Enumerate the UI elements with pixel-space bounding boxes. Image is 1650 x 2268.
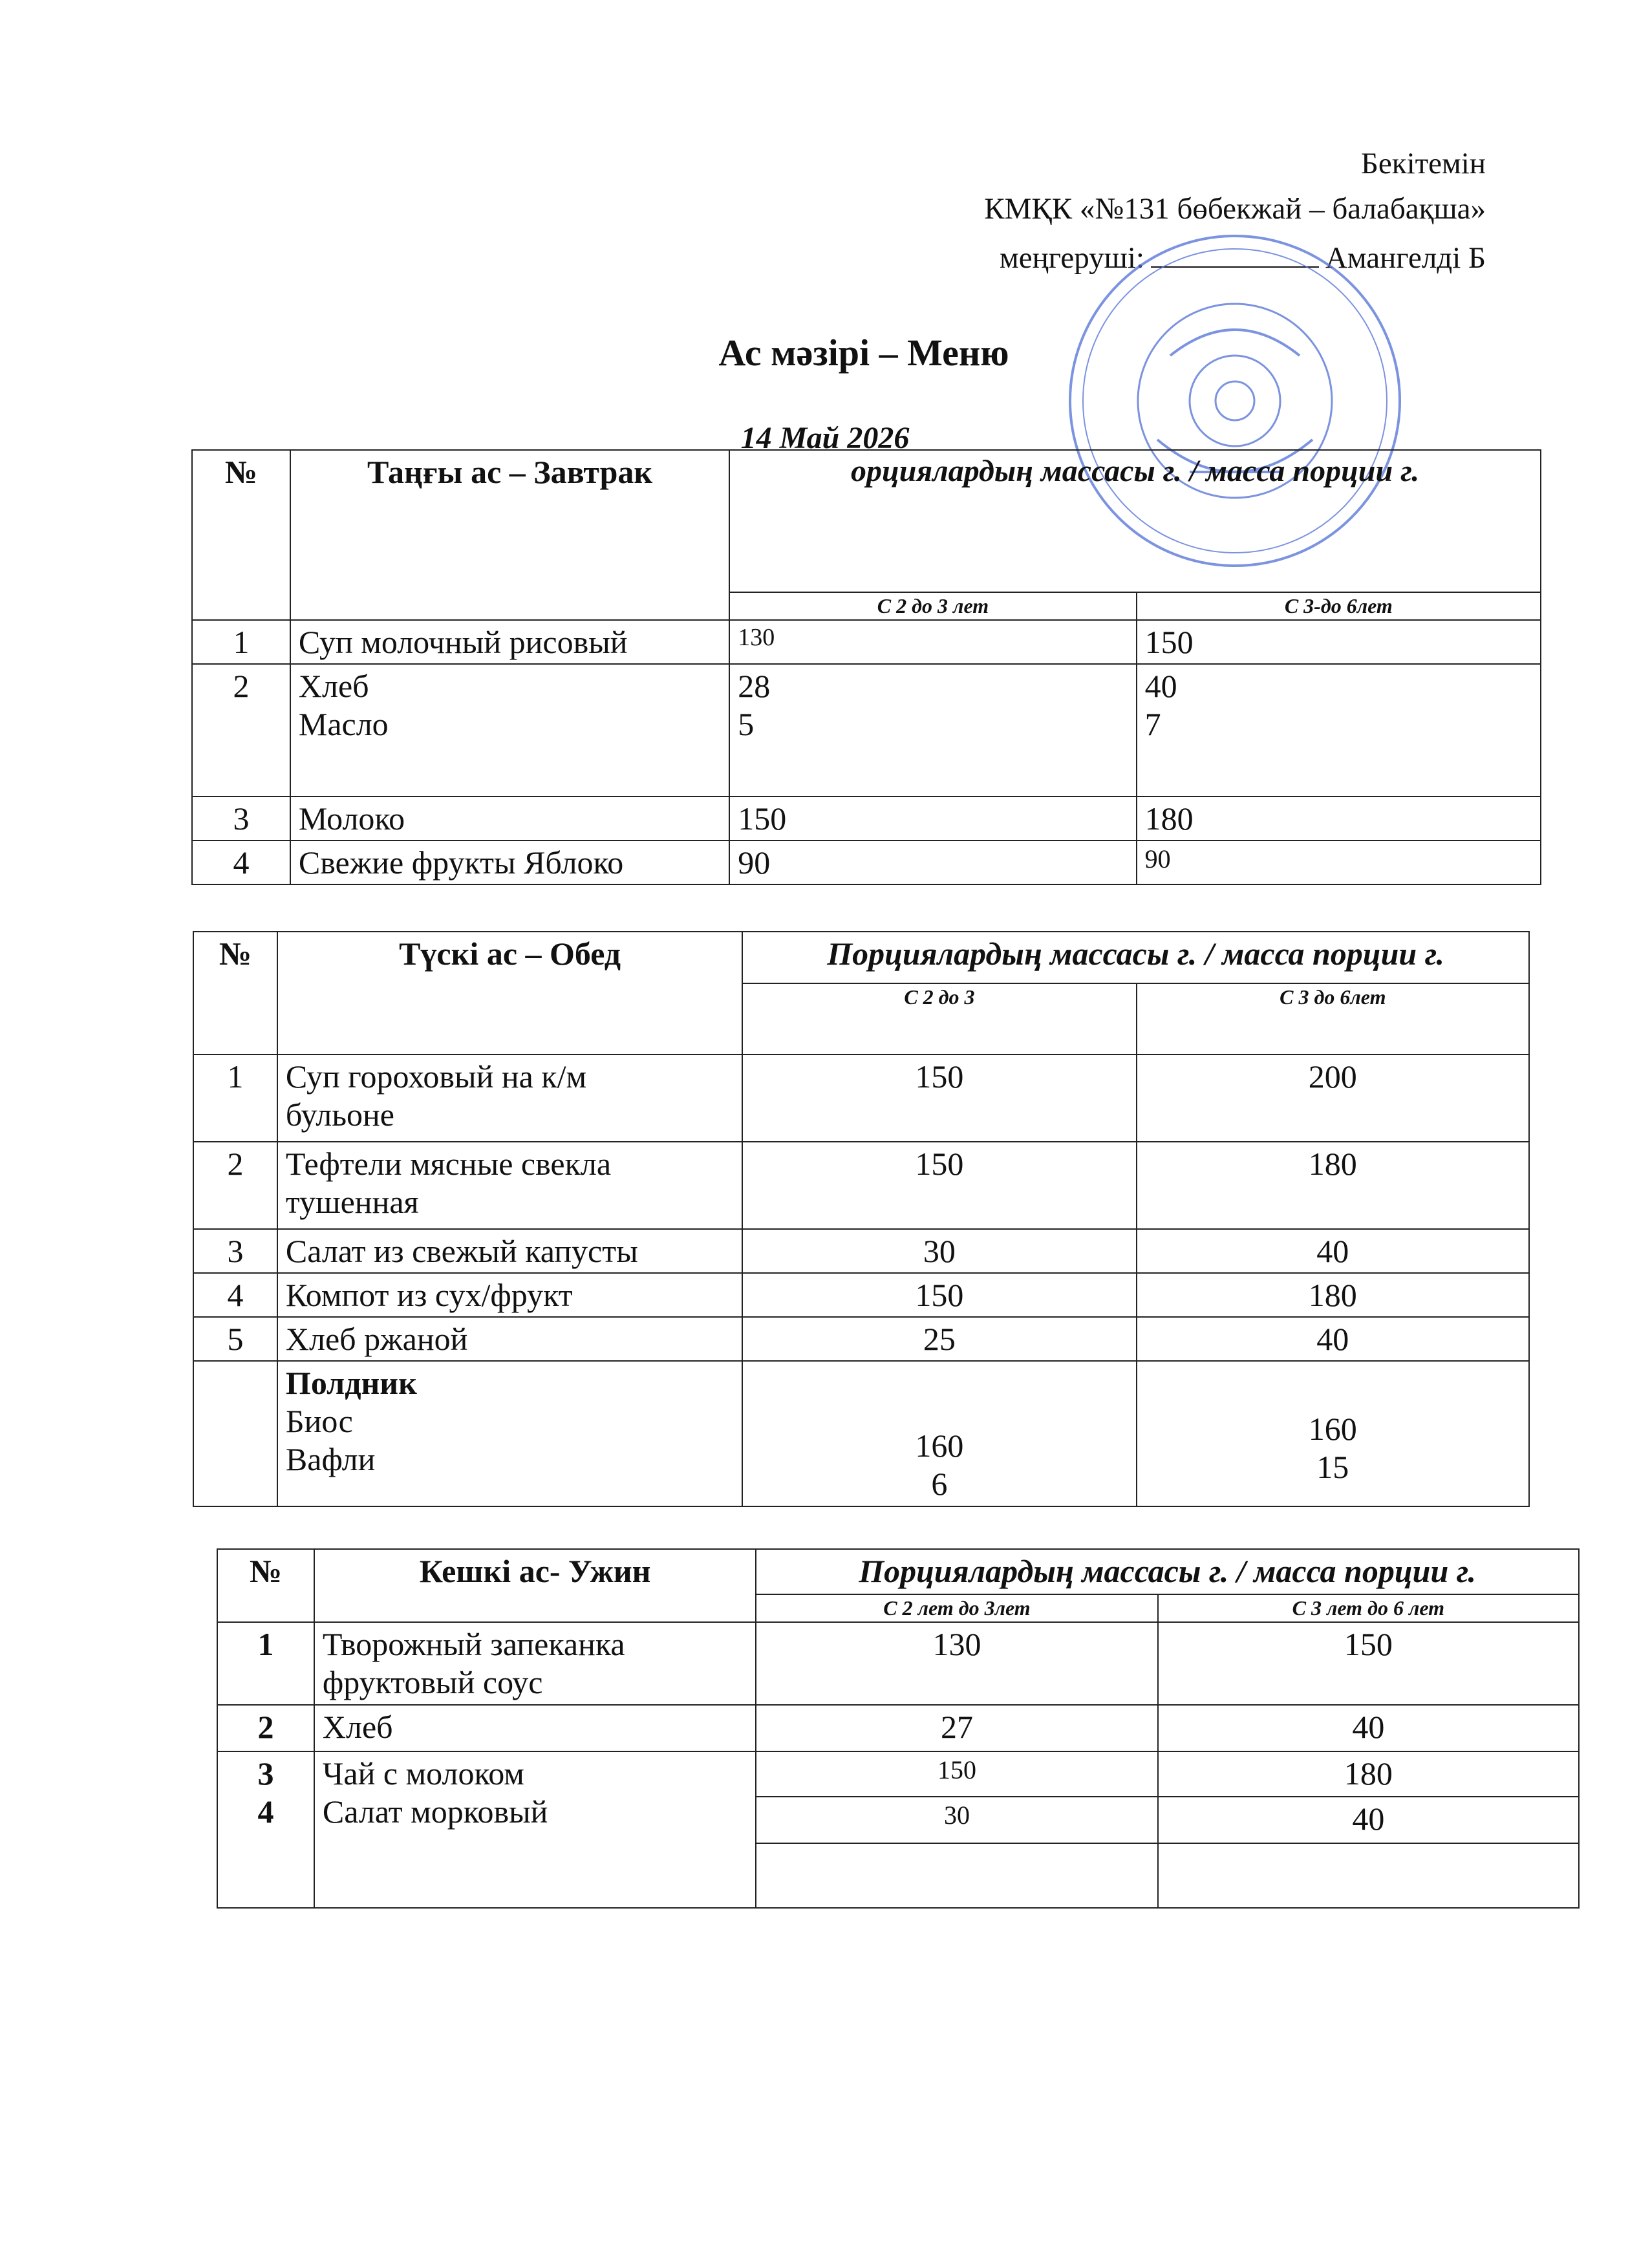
snack-cell	[277, 1361, 742, 1506]
portion-value: 15	[1316, 1449, 1349, 1485]
table-row	[192, 840, 1541, 884]
approval-role: меңгеруші:	[999, 241, 1144, 275]
col-header-number: №	[217, 1549, 314, 1622]
row-number: 2	[217, 1705, 314, 1751]
dish-line: Чай с молоком	[322, 1755, 524, 1792]
dish-line: бульоне	[285, 1097, 394, 1133]
portion-age-1: 30	[742, 1229, 1136, 1273]
table-row	[193, 1229, 1529, 1273]
row-number-line: 3	[257, 1755, 274, 1792]
col-header-portion: Порциялардың массасы г. / масса порции г.	[742, 932, 1529, 983]
dish-name: Хлеб	[314, 1705, 756, 1751]
row-number-line: 4	[257, 1793, 274, 1830]
portion-age-1: 25	[742, 1317, 1136, 1361]
portion-age-2	[1137, 664, 1541, 797]
table-row	[217, 1622, 1579, 1705]
dish-name: Хлеб ржаной	[277, 1317, 742, 1361]
portion-age-1: 130	[729, 620, 1136, 664]
dish-line: Салат морковый	[322, 1793, 548, 1830]
col-header-dish: Кешкі ас- Ужин	[314, 1549, 756, 1622]
portion-age-1: 150	[742, 1054, 1136, 1142]
col-header-age-2: С 3-до 6лет	[1137, 592, 1541, 620]
table-row	[217, 1705, 1579, 1751]
col-header-age-2: С 3 до 6лет	[1137, 983, 1529, 1054]
row-number: 2	[192, 664, 290, 797]
table-row	[192, 797, 1541, 840]
col-header-age-2: С 3 лет до 6 лет	[1158, 1594, 1579, 1622]
portion-age-2: 40	[1137, 1229, 1529, 1273]
empty-cell	[1158, 1843, 1579, 1908]
table-header-row	[193, 932, 1529, 983]
dish-name	[290, 664, 729, 797]
table-row	[193, 1142, 1529, 1229]
row-number: 5	[193, 1317, 277, 1361]
table-row	[193, 1273, 1529, 1317]
portion-age-2: 180	[1137, 797, 1541, 840]
portion-age-1: 150	[729, 797, 1136, 840]
portion-age-1: 150	[742, 1142, 1136, 1229]
row-number: 1	[192, 620, 290, 664]
dish-line: Масло	[298, 706, 389, 742]
snack-title: Полдник	[285, 1365, 417, 1401]
page-title: Ас мәзірі – Меню	[718, 332, 1009, 374]
col-header-dish: Түскі ас – Обед	[277, 932, 742, 1054]
table-row	[193, 1054, 1529, 1142]
table-row	[192, 664, 1541, 797]
portion-age-1: 150	[742, 1273, 1136, 1317]
table-row	[193, 1317, 1529, 1361]
col-header-portion: орциялардың массасы г. / масса порции г.	[729, 450, 1541, 592]
dish-name: Суп молочный рисовый	[290, 620, 729, 664]
approval-line-1: Бекітемін	[1360, 147, 1486, 180]
dinner-table	[217, 1548, 1580, 1909]
breakfast-table	[191, 449, 1541, 885]
portion-age-1: 90	[729, 840, 1136, 884]
row-number: 3	[193, 1229, 277, 1273]
portion-age-2: 40	[1137, 1317, 1529, 1361]
dish-name: Компот из сух/фрукт	[277, 1273, 742, 1317]
table-row	[217, 1751, 1579, 1797]
dish-name	[314, 1751, 756, 1908]
row-number	[217, 1751, 314, 1908]
col-header-age-1: С 2 до 3	[742, 983, 1136, 1054]
portion-age-2: 180	[1137, 1142, 1529, 1229]
row-number: 1	[217, 1622, 314, 1705]
row-number: 4	[192, 840, 290, 884]
dish-name: Салат из свежый капусты	[277, 1229, 742, 1273]
row-number: 3	[192, 797, 290, 840]
dish-name: Молоко	[290, 797, 729, 840]
portion-value: 160	[915, 1428, 964, 1464]
row-number: 4	[193, 1273, 277, 1317]
dish-name	[277, 1054, 742, 1142]
col-header-age-1: С 2 лет до 3лет	[756, 1594, 1157, 1622]
portion-age-2: 90	[1137, 840, 1541, 884]
portion-age-2: 150	[1158, 1622, 1579, 1705]
portion-age-2	[1137, 1361, 1529, 1506]
portion-age-2: 40	[1158, 1705, 1579, 1751]
table-header-row	[217, 1549, 1579, 1594]
portion-value: 40	[1144, 668, 1177, 704]
portion-value: 160	[1308, 1411, 1357, 1447]
dish-line: Хлеб	[298, 668, 369, 704]
dish-line: Биос	[285, 1403, 353, 1439]
portion-age-1: 150	[756, 1751, 1157, 1797]
portion-value: 28	[738, 668, 771, 704]
table-row	[192, 620, 1541, 664]
col-header-number: №	[192, 450, 290, 620]
menu-date: 14 Май 2026	[740, 421, 910, 455]
col-header-portion: Порциялардың массасы г. / масса порции г.	[756, 1549, 1579, 1594]
portion-value: 7	[1144, 706, 1161, 742]
dish-line: Вафли	[285, 1441, 376, 1477]
table-header-row	[192, 450, 1541, 592]
table-row-snack	[193, 1361, 1529, 1506]
col-header-dish: Таңғы ас – Завтрак	[290, 450, 729, 620]
portion-age-1: 30	[756, 1797, 1157, 1843]
approval-name: Амангелді Б	[1325, 241, 1486, 275]
dish-line: Творожный запеканка	[322, 1626, 625, 1662]
col-header-age-1: С 2 до 3 лет	[729, 592, 1136, 620]
dish-name	[314, 1622, 756, 1705]
empty-cell	[756, 1843, 1157, 1908]
dish-name: Свежие фрукты Яблоко	[290, 840, 729, 884]
dish-line: тушенная	[285, 1184, 419, 1220]
dish-name	[277, 1142, 742, 1229]
portion-value: 6	[931, 1466, 948, 1502]
portion-age-1: 130	[756, 1622, 1157, 1705]
portion-age-1	[729, 664, 1136, 797]
row-number: 2	[193, 1142, 277, 1229]
portion-age-1: 27	[756, 1705, 1157, 1751]
approval-line-2: КМҚК «№131 бөбекжай – балабақша»	[984, 192, 1486, 226]
row-number	[193, 1361, 277, 1506]
portion-age-2: 180	[1158, 1751, 1579, 1797]
dish-line: Тефтели мясные свекла	[285, 1146, 612, 1182]
portion-age-1	[742, 1361, 1136, 1506]
portion-age-2: 180	[1137, 1273, 1529, 1317]
dish-line: фруктовый соус	[322, 1664, 543, 1700]
col-header-number: №	[193, 932, 277, 1054]
portion-age-2: 150	[1137, 620, 1541, 664]
portion-value: 5	[738, 706, 755, 742]
portion-age-2: 40	[1158, 1797, 1579, 1843]
row-number: 1	[193, 1054, 277, 1142]
lunch-table	[193, 931, 1530, 1507]
dish-line: Суп гороховый на к/м	[285, 1058, 587, 1095]
portion-age-2: 200	[1137, 1054, 1529, 1142]
